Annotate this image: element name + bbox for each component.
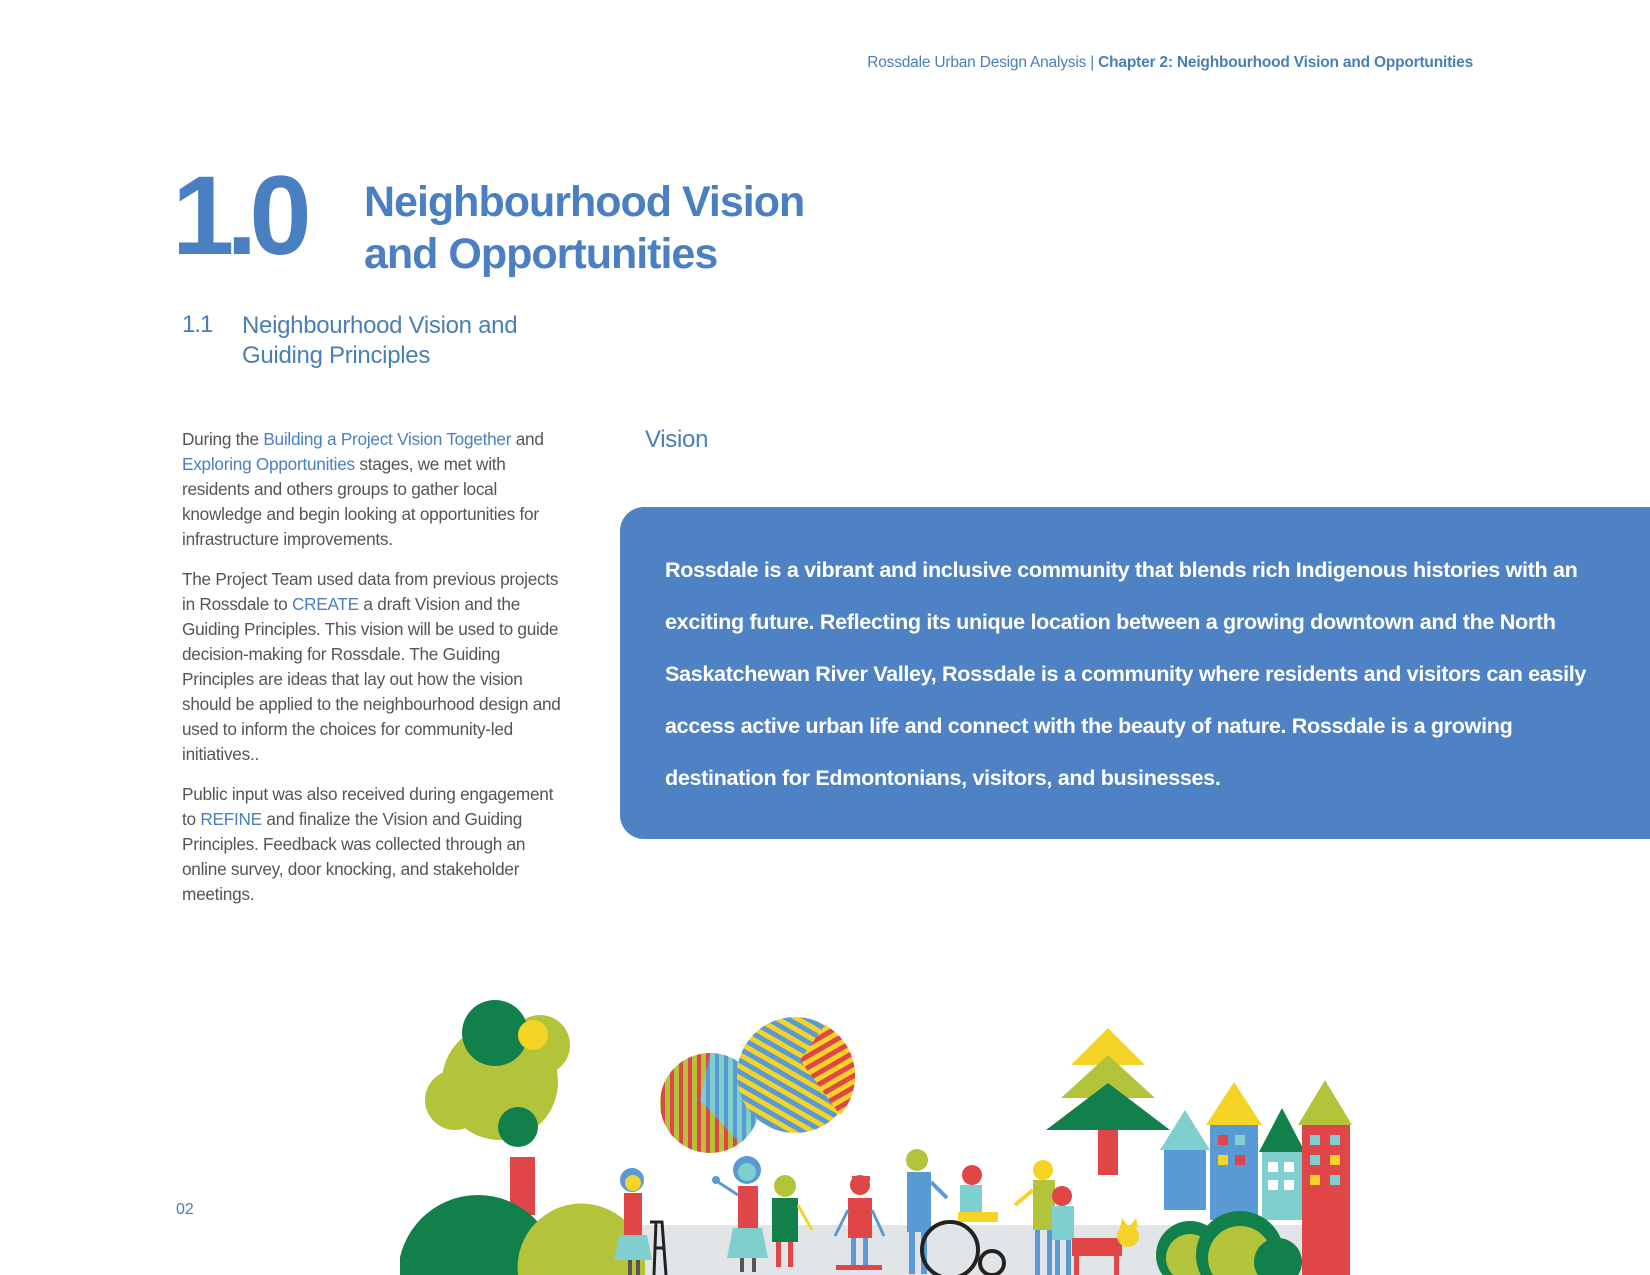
chapter-title-line-1: Neighbourhood Vision: [364, 178, 805, 226]
body-text: [182, 427, 562, 922]
chapter-title: [364, 176, 864, 280]
page-number: 02: [176, 1201, 194, 1218]
section-number: 1.1: [182, 311, 213, 338]
pine-tree-icon: [1046, 1028, 1170, 1175]
tree-left-icon: [400, 1000, 645, 1275]
link-exploring-opportunities[interactable]: Exploring Opportunities: [182, 454, 355, 474]
vision-label: Vision: [645, 426, 709, 453]
striped-circles-icon: [660, 1017, 855, 1153]
bushes-icon: [1156, 1211, 1302, 1275]
section-title: [242, 311, 562, 371]
vision-box: [620, 507, 1650, 839]
chapter-number: 1.0: [172, 153, 304, 278]
running-header: [867, 54, 1473, 72]
community-illustration: [400, 1000, 1360, 1275]
chapter-title-line-2: and Opportunities: [364, 230, 718, 278]
chapter-reference: Chapter 2: Neighbourhood Vision and Opportunities: [1098, 54, 1473, 71]
section-title-line-2: Guiding Principles: [242, 342, 431, 369]
section-title-line-1: Neighbourhood Vision and: [242, 312, 518, 339]
link-refine[interactable]: REFINE: [200, 809, 262, 829]
link-create[interactable]: CREATE: [291, 594, 359, 614]
vision-statement: Rossdale is a vibrant and inclusive community that blends rich Indigenous histories with an exciting future. Reflecting its unique location between a growing downtown and the North Saskatchewan River Valley, Rossdale is a community where residents and visitors can easily access active urban life and connect with the beauty of nature. Rossdale is a growing destination for Edmontonians, visitors, and businesses.: [665, 557, 1587, 790]
link-building-vision[interactable]: Building a Project Vision Together: [263, 429, 512, 449]
paragraph-3: Public input was also received during engagement to REFINE and finalize the Vision and Guiding Principles. Feedback was collected through an online survey, door knocking, and stakeholder meetings.: [182, 784, 554, 904]
paragraph-2: The Project Team used data from previous projects in Rossdale to CREATE a draft Vision and the Guiding Principles. This vision will be used to guide decision-making for Rossdale. The Guiding Principles are ideas that lay out how the vision should be applied to the neighbourhood design and used to inform the choices for community-led initiatives..: [182, 569, 561, 764]
document-title: Rossdale Urban Design Analysis |: [867, 54, 1099, 71]
paragraph-1: During the Building a Project Vision Together and Exploring Opportunities stages, we met with residents and others groups to gather local knowledge and begin looking at opportunities for infrastructure improvements.: [182, 429, 544, 549]
